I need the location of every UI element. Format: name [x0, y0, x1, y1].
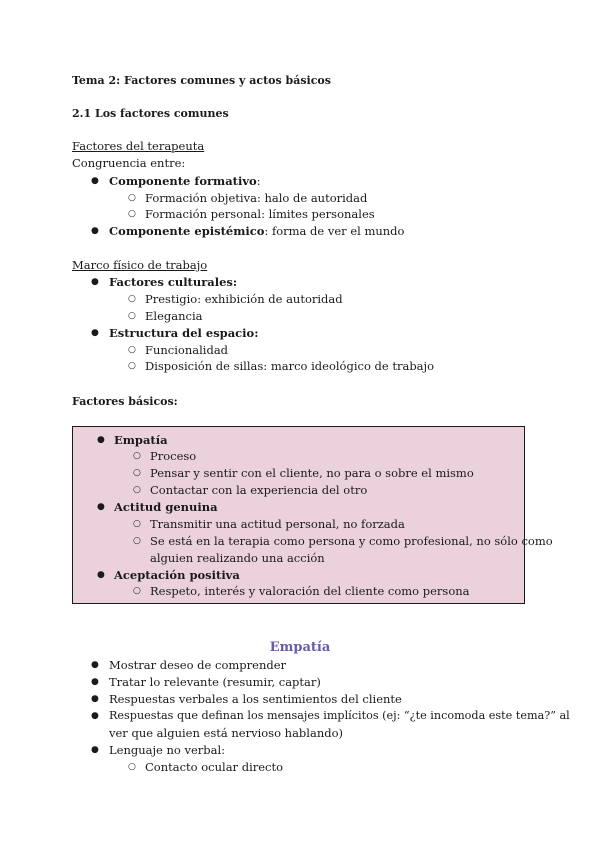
circle-bullet-icon: ○ [128, 209, 136, 219]
section-heading: 2.1 Los factores comunes [72, 107, 229, 120]
circle-bullet-icon: ○ [133, 451, 141, 461]
list-subitem: Proceso [150, 449, 197, 463]
list-item: Actitud genuina [114, 500, 218, 514]
list-item: Estructura del espacio: [109, 326, 259, 340]
circle-bullet-icon: ○ [133, 519, 141, 529]
list-subitem: Prestigio: exhibición de autoridad [145, 292, 343, 306]
list-subitem: Se está en la terapia como persona y como profesional, no sólo como [150, 534, 553, 548]
list-subitem-continuation: alguien realizando una acción [150, 551, 325, 565]
circle-bullet-icon: ○ [128, 361, 136, 371]
list-item: Tratar lo relevante (resumir, captar) [109, 675, 321, 689]
frame-heading: Marco físico de trabajo [72, 258, 208, 272]
list-item: Respuestas que definan los mensajes implícitos (ej: “¿te incomoda este tema?” al [109, 709, 570, 722]
list-item: Mostrar deseo de comprender [109, 658, 287, 672]
bullet-icon: ● [91, 694, 99, 704]
document-title: Tema 2: Factores comunes y actos básicos [72, 74, 331, 87]
list-subitem: Elegancia [145, 309, 203, 323]
bullet-icon: ● [91, 660, 99, 670]
list-item: Respuestas verbales a los sentimientos del cliente [109, 692, 402, 706]
circle-bullet-icon: ○ [133, 485, 141, 495]
list-subitem: Contacto ocular directo [145, 760, 284, 774]
list-subitem: Contactar con la experiencia del otro [150, 483, 368, 497]
bullet-icon: ● [91, 711, 99, 721]
list-subitem: Respeto, interés y valoración del cliente como persona [150, 584, 470, 598]
list-item: Componente formativo: [109, 174, 261, 188]
list-subitem: Formación personal: límites personales [145, 207, 375, 221]
list-item-continuation: ver que alguien está nervioso hablando) [109, 726, 343, 740]
list-item: Lenguaje no verbal: [109, 743, 226, 757]
bullet-icon: ● [97, 570, 105, 580]
circle-bullet-icon: ○ [128, 294, 136, 304]
circle-bullet-icon: ○ [128, 345, 136, 355]
circle-bullet-icon: ○ [128, 762, 136, 772]
therapist-heading: Factores del terapeuta [72, 139, 205, 153]
list-item: Aceptación positiva [114, 568, 240, 582]
circle-bullet-icon: ○ [133, 468, 141, 478]
bullet-icon: ● [91, 226, 99, 236]
list-subitem: Formación objetiva: halo de autoridad [145, 191, 368, 205]
list-subitem: Disposición de sillas: marco ideológico de trabajo [145, 359, 435, 373]
bullet-icon: ● [91, 176, 99, 186]
circle-bullet-icon: ○ [128, 311, 136, 321]
therapist-intro: Congruencia entre: [72, 156, 186, 170]
bullet-icon: ● [91, 677, 99, 687]
list-subitem: Pensar y sentir con el cliente, no para o sobre el mismo [150, 466, 474, 480]
list-item: Factores culturales: [109, 275, 238, 289]
bullet-icon: ● [91, 745, 99, 755]
bullet-icon: ● [91, 328, 99, 338]
bullet-icon: ● [97, 435, 105, 445]
list-subitem: Funcionalidad [145, 343, 229, 357]
circle-bullet-icon: ○ [133, 536, 141, 546]
basic-factors-heading: Factores básicos: [72, 395, 178, 408]
list-subitem: Transmitir una actitud personal, no forzada [150, 517, 405, 531]
empathy-heading: Empatía [269, 640, 331, 655]
circle-bullet-icon: ○ [133, 586, 141, 596]
list-item: Empatía [114, 433, 168, 447]
bullet-icon: ● [97, 502, 105, 512]
circle-bullet-icon: ○ [128, 193, 136, 203]
bullet-icon: ● [91, 277, 99, 287]
list-item: Componente epistémico: forma de ver el mundo [109, 224, 405, 238]
